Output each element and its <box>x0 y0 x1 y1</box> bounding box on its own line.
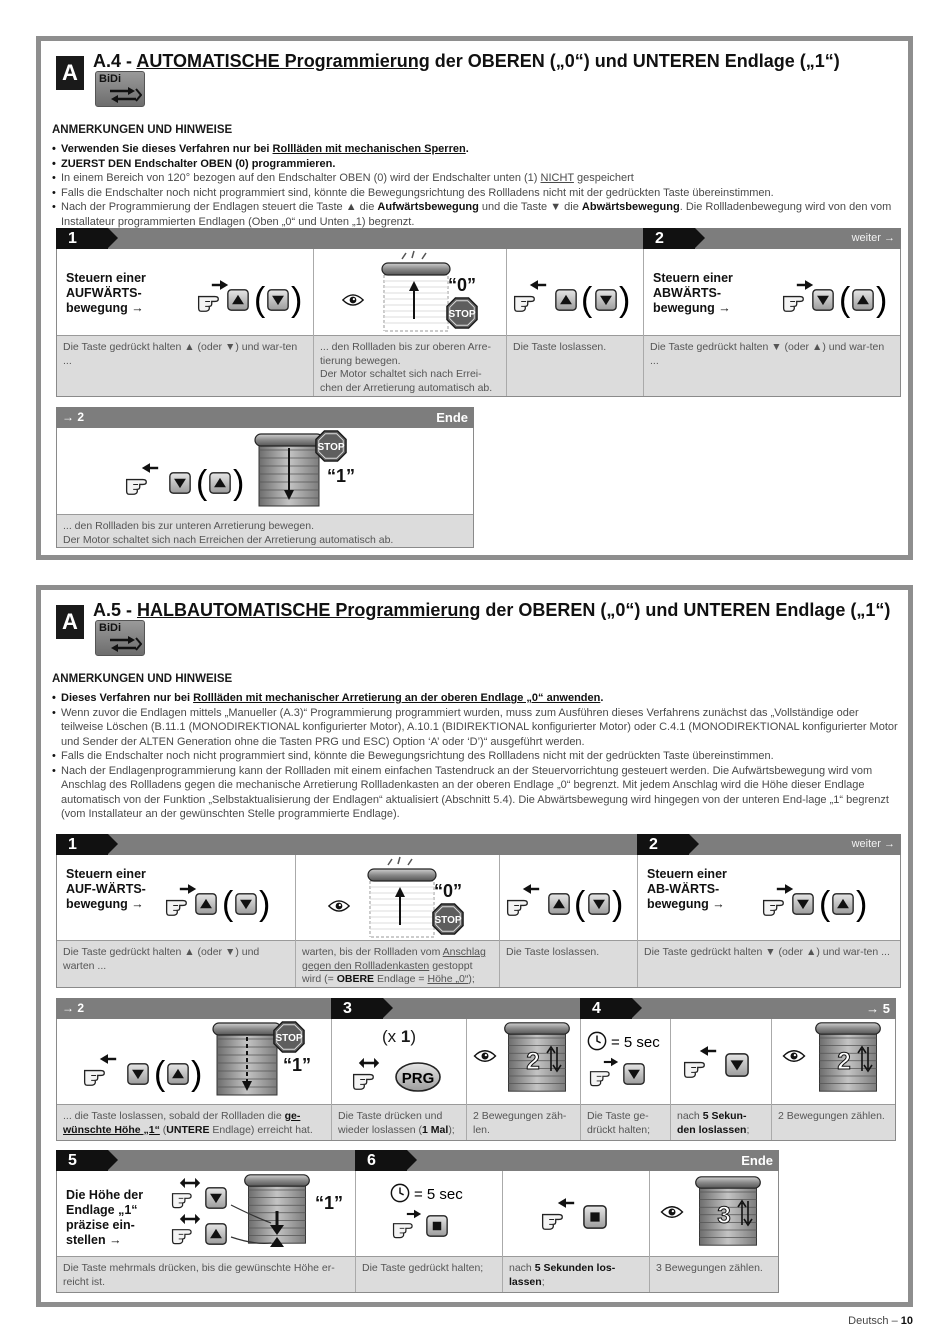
step-cell <box>57 249 314 396</box>
svg-text:): ) <box>856 885 868 923</box>
press-down-illustration <box>782 273 896 321</box>
position-one-label: “1” <box>315 1193 344 1213</box>
svg-text:(: ( <box>196 464 208 502</box>
press-down-illustration <box>762 877 886 925</box>
section-title <box>93 51 840 72</box>
notes-list <box>52 691 902 822</box>
steer-label: Steuern einer AUF-WÄRTS-bewegung → <box>66 867 146 911</box>
note-item: • ZUERST DEN Endschalter OBEN (0) programmieren. <box>52 157 902 172</box>
bidi-label: BiDi <box>99 73 121 85</box>
step-cell <box>650 1171 778 1292</box>
note-item: • Falls die Endschalter noch nicht programmiert sind, könnte die Bewegungsrichtung des Rollladens nicht mit der gedrückten Taste übereinstimmen. <box>52 186 902 201</box>
step-caption: Die Taste gedrückt halten ▼ (oder ▲) und war-ten ... <box>638 940 900 987</box>
step-number: 3 <box>331 998 383 1019</box>
bidi-icon <box>95 71 145 107</box>
step-caption: Die Taste gedrückt halten ▲ (oder ▼) und war-ten ... <box>57 335 313 396</box>
hold-5sec-illustration <box>585 1029 669 1097</box>
step-caption: Die Taste gedrückt halten ▼ (oder ▲) und war-ten ... <box>644 335 900 396</box>
note-item: • Nach der Programmierung der Endlagen steuert die Taste ▲ die Aufwärtsbewegung und die Taste ▼ die Abwärtsbewegung. Die Rollladenbewegung wird von den vom Installateur programmierten Endlagen (Oben „0“ und Unten „1) begrenzt. <box>52 200 902 229</box>
step-panel <box>56 1171 779 1293</box>
step-number: 5 <box>56 1150 108 1171</box>
step-bar <box>56 998 896 1019</box>
step-caption: Die Taste ge-drückt halten; <box>581 1104 670 1140</box>
section-letter: A <box>56 56 84 90</box>
steer-label: Steuern einer AB-WÄRTS-bewegung → <box>647 867 727 911</box>
movement-count-label: 2 <box>837 1048 851 1075</box>
svg-text:): ) <box>876 281 888 319</box>
svg-text:): ) <box>612 885 624 923</box>
stop-sign-label: STOP <box>434 915 462 926</box>
press-up-illustration <box>197 273 311 321</box>
press-count: (x 1) <box>382 1027 417 1046</box>
section-a5 <box>36 585 913 1307</box>
stop-sign-label: STOP <box>275 1033 303 1044</box>
from-step-label: → 2 <box>62 1001 85 1015</box>
step-caption: nach 5 Sekunden los-lassen; <box>503 1256 649 1292</box>
step-caption: ... die Taste loslassen, sobald der Rollladen die ge-wünschte Höhe „1“ (UNTERE Endlage) erreicht hat. <box>57 1104 331 1140</box>
page-footer <box>848 1315 913 1327</box>
step-cell <box>356 1171 503 1292</box>
weiter-label: weiter → <box>851 232 895 244</box>
steer-label: Steuern einer AUFWÄRTS-bewegung → <box>66 271 146 315</box>
svg-text:(: ( <box>581 281 593 319</box>
step-caption: nach 5 Sekun-den loslassen; <box>671 1104 771 1140</box>
step-number: 2 <box>643 228 695 249</box>
step-caption <box>57 514 473 547</box>
step-cell <box>507 249 644 396</box>
bidi-icon <box>95 620 145 656</box>
step-panel <box>56 855 901 988</box>
shutter-up-illustration <box>322 855 492 939</box>
release-stop-illustration <box>539 1195 619 1239</box>
section-a4 <box>36 36 913 560</box>
step-caption: Die Taste loslassen. <box>500 940 637 987</box>
weiter-label: weiter → <box>851 838 895 850</box>
position-zero-label: “0” <box>448 275 477 295</box>
step-number: 1 <box>56 228 108 249</box>
press-prg-illustration <box>352 1055 452 1099</box>
step-caption: 2 Bewegungen zäh-len. <box>467 1104 580 1140</box>
steer-label: Die Höhe der Endlage „1“ präzise ein-stellen → <box>66 1188 144 1247</box>
step-number: 4 <box>580 998 632 1019</box>
step-cell <box>332 1019 467 1140</box>
bidi-label: BiDi <box>99 622 121 634</box>
step-bar <box>56 407 474 428</box>
to-step-label: → 5 <box>866 1001 890 1016</box>
position-one-label: “1” <box>327 466 356 486</box>
movement-count-label: 2 <box>526 1048 540 1075</box>
release-illustration <box>681 1043 761 1087</box>
svg-text:): ) <box>619 281 631 319</box>
svg-text:(: ( <box>222 885 234 923</box>
step-cell <box>503 1171 650 1292</box>
step-cell <box>467 1019 581 1140</box>
notes-heading: ANMERKUNGEN UND HINWEISE <box>52 673 233 685</box>
caption-line: Der Motor schaltet sich nach Errei-chen der Arretierung automatisch ab. <box>320 368 493 394</box>
from-step-label: → 2 <box>62 410 85 424</box>
note-item: • Dieses Verfahren nur bei Rollläden mit mechanischer Arretierung an der oberen Endlage „0“ anwenden. <box>52 691 902 706</box>
step-panel <box>56 428 474 548</box>
svg-text:(: ( <box>574 885 586 923</box>
bidi-arrows-icon <box>106 635 142 653</box>
step-cell <box>296 855 500 987</box>
step-cell <box>57 1019 332 1140</box>
step-cell <box>57 855 296 987</box>
note-item: • Verwenden Sie dieses Verfahren nur bei Rollläden mit mechanischen Sperren. <box>52 142 902 157</box>
position-zero-label: “0” <box>434 881 463 901</box>
svg-text:(: ( <box>154 1055 166 1093</box>
caption-line: Der Motor schaltet sich nach Erreichen der Arretierung automatisch ab. <box>63 533 394 546</box>
title-prefix: A.4 - <box>93 51 137 71</box>
step-cell <box>772 1019 895 1140</box>
svg-text:(: ( <box>254 281 266 319</box>
bidi-arrows-icon <box>106 86 142 104</box>
step-caption: Die Taste loslassen. <box>507 335 643 396</box>
duration-label: = 5 sec <box>611 1034 660 1051</box>
count-movements-illustration <box>656 1171 774 1255</box>
step-caption <box>314 335 506 396</box>
title-suffix: der OBEREN („0“) und UNTEREN Endlage („1“) <box>480 600 891 620</box>
steer-label: Steuern einer ABWÄRTS-bewegung → <box>653 271 733 315</box>
duration-label: = 5 sec <box>414 1186 463 1203</box>
step-bar <box>56 834 901 855</box>
step-bar <box>56 228 901 249</box>
stop-sign-label: STOP <box>317 442 345 453</box>
step-number: 1 <box>56 834 108 855</box>
step-cell <box>500 855 638 987</box>
svg-text:(: ( <box>819 885 831 923</box>
svg-text:): ) <box>233 464 245 502</box>
step-caption: 2 Bewegungen zählen. <box>772 1104 895 1140</box>
fine-adjust-illustration <box>165 1171 351 1255</box>
position-one-label: “1” <box>283 1055 312 1075</box>
step-caption: Die Taste gedrückt halten; <box>356 1256 502 1292</box>
svg-text:(: ( <box>839 281 851 319</box>
press-up-illustration <box>165 877 289 925</box>
step-panel <box>56 249 901 397</box>
title-suffix: der OBEREN („0“) und UNTEREN Endlage („1“) <box>429 51 840 71</box>
stop-sign-label: STOP <box>448 309 476 320</box>
step-caption: Die Taste gedrückt halten ▲ (oder ▼) und warten ... <box>57 940 295 987</box>
caption-line: ... den Rollladen bis zur oberen Arre-tierung bewegen. <box>320 341 492 367</box>
step-cell <box>314 249 507 396</box>
step-caption: warten, bis der Rollladen vom Anschlag gegen den Rollladenkasten gestoppt wird (= OBERE Endlage = Höhe „0“); <box>296 940 499 987</box>
hold-5sec-illustration <box>386 1181 496 1249</box>
page-number: 10 <box>900 1315 913 1327</box>
step-caption: Die Taste mehrmals drücken, bis die gewünschte Höhe er-reicht ist. <box>57 1256 355 1292</box>
step-cell <box>57 1171 356 1292</box>
prg-button-label: PRG <box>401 1070 435 1087</box>
step-panel <box>56 1019 896 1141</box>
title-underlined: HALBAUTOMATISCHE Programmierung <box>137 600 481 620</box>
note-item: • In einem Bereich von 120° bezogen auf den Endschalter OBEN (0) wird der Endschalter unten (1) NICHT gespeichert <box>52 171 902 186</box>
shutter-up-illustration <box>336 249 506 333</box>
shutter-down-illustration <box>119 428 359 512</box>
note-item: • Wenn zuvor die Endlagen mittels „Manueller (A.3)“ Programmierung programmiert wurden, muss zum Ausführen dieses Verfahrens zunächst das „Vollständige oder teilweise Löschen (B.11.1 (MONODIREKTIONAL konfigurierter Motor), A.10.1 (BIDIREKTIONAL konfigurierter Motor) oder C.4.1 (MONODIREKTIONAL konfigurierter Motor und Sender der ALTEN Generation ohne die Tasten PRG und ESC) Option ‘A’ oder ‘D’)“ ausgeführt werden. <box>52 706 902 750</box>
count-movements-illustration <box>778 1019 892 1101</box>
step-number: 2 <box>637 834 689 855</box>
step-bar <box>56 1150 779 1171</box>
ende-label: Ende <box>741 1153 773 1168</box>
ende-label: Ende <box>436 410 468 425</box>
step-caption: Die Taste drücken und wieder loslassen (1 Mal); <box>332 1104 466 1140</box>
note-item: • Nach der Endlagenprogrammierung kann der Rollladen mit einem einfachen Tastendruck an der Steuervorrichtung gesteuert werden. Die Aufwärtsbewegung wird vom Anschlag des Rollladens gegen die mechanische Arretierung Rollladenkasten an der oberen Endlage „0“ begrenzt. Mit jedem Anschlag wird die Höhe dieser Endlage automatisch von der Funktion „Selbstaktualisierung der Endlagen“ aktualisiert (Abschnitt 5.4). Die Abwärtsbewegung wird hingegen von der unteren End-lage „1“ begrenzt (vom Installateur an der gewünschten Stelle programmierte Endlage). <box>52 764 902 822</box>
title-underlined: AUTOMATISCHE Programmierung <box>136 51 430 71</box>
svg-text:): ) <box>291 281 303 319</box>
section-title <box>93 600 890 621</box>
footer-language: Deutsch – <box>848 1315 901 1327</box>
release-illustration <box>504 877 634 925</box>
svg-text:): ) <box>259 885 271 923</box>
count-movements-illustration <box>469 1019 579 1101</box>
shutter-down-illustration <box>77 1019 327 1101</box>
step-cell <box>644 249 900 396</box>
section-letter: A <box>56 605 84 639</box>
release-illustration <box>511 273 641 321</box>
step-caption: 3 Bewegungen zählen. <box>650 1256 778 1292</box>
step-cell <box>581 1019 671 1140</box>
step-number: 6 <box>355 1150 407 1171</box>
notes-list <box>52 142 902 229</box>
svg-text:): ) <box>191 1055 203 1093</box>
movement-count-label: 3 <box>717 1202 731 1229</box>
step-cell <box>638 855 900 987</box>
step-cell <box>671 1019 772 1140</box>
title-prefix: A.5 - <box>93 600 138 620</box>
caption-line: ... den Rollladen bis zur unteren Arretierung bewegen. <box>63 520 314 532</box>
note-item: • Falls die Endschalter noch nicht programmiert sind, könnte die Bewegungsrichtung des Rollladens nicht mit der gedrückten Taste übereinstimmen. <box>52 749 902 764</box>
notes-heading: ANMERKUNGEN UND HINWEISE <box>52 124 233 136</box>
